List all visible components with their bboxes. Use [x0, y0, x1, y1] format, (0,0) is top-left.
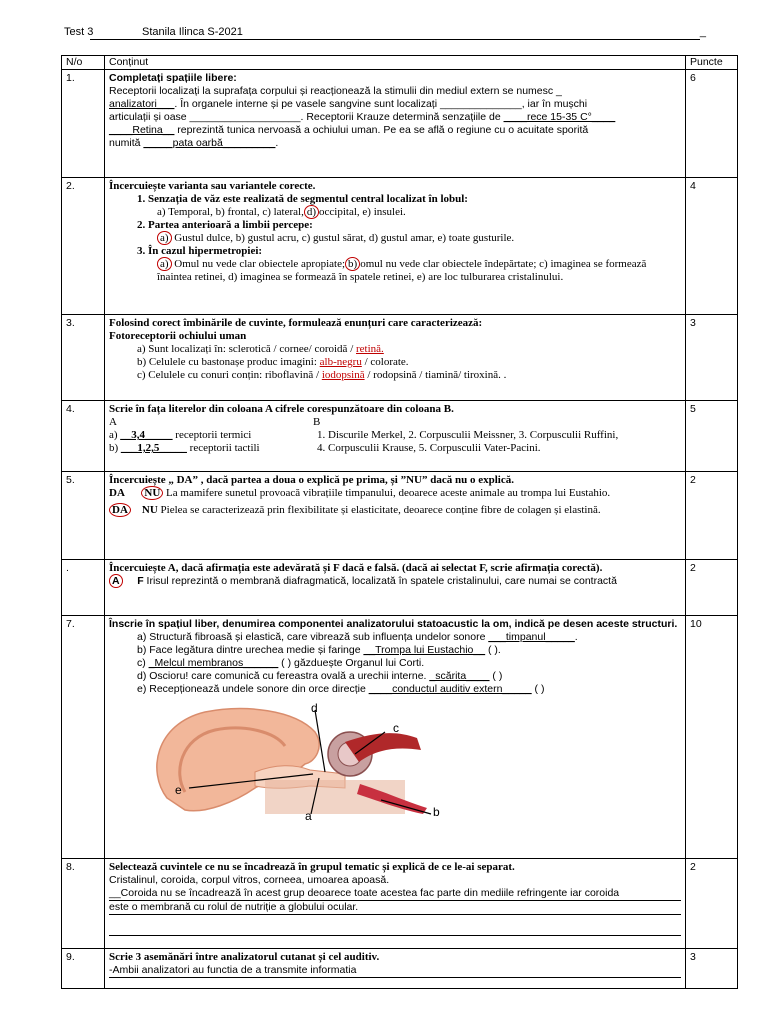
question-row-2: [62, 178, 738, 315]
question-points: 4: [686, 178, 738, 315]
option-text: omul nu vede clar obiectele îndepărtate; c) imaginea se formează înaintea retinei, d) imaginea se formează în spatele retinei, e) are loc tulburarea cristalinului.: [157, 258, 647, 283]
question-number: 4.: [62, 401, 105, 472]
table-header-row: [62, 56, 738, 70]
option-f: F: [137, 575, 144, 587]
question-points: 3: [686, 949, 738, 989]
column-b-label: B: [313, 416, 321, 428]
circled-answer: A: [109, 574, 123, 588]
question-number: 5.: [62, 472, 105, 560]
statement-text: Pielea se caracterizează prin flexibilitate și elasticitate, deoarece conține fibre de colagen și elastină.: [157, 504, 601, 516]
option-text: ( ) găzduește Organul lui Corti.: [278, 657, 425, 669]
answer-text: ___timpanul_____: [488, 631, 575, 643]
question-row-9: [62, 949, 738, 989]
option-text: occipital, e) insulei.: [319, 206, 406, 218]
col-header-points: Puncte: [686, 56, 738, 70]
question-content: [105, 949, 686, 989]
option-text: a) Temporal, b) frontal, c) lateral,: [157, 206, 304, 218]
question-number: .: [62, 560, 105, 616]
question-title: Scrie 3 asemănări între analizatorul cutanat și cel auditiv.: [109, 951, 380, 963]
sub-question: 3. În cazul hipermetropiei:: [137, 245, 263, 257]
question-title: Încercuiește A, dacă afirmația este adevărată și F dacă e falsă. (dacă ai selectat F, scrie afirmația corectă).: [109, 562, 603, 574]
option-text: Gustul dulce, b) gustul acru, c) gustul sărat, d) gustul amar, e) toate gusturile.: [171, 232, 515, 244]
option-text: ( ).: [485, 644, 501, 656]
option-text: receptorii tactili: [186, 442, 260, 454]
question-row-4: [62, 401, 738, 472]
question-text: Receptorii localizați la suprafața corpului și reacționează la stimulii din mediul extern se numesc _: [109, 85, 562, 97]
option-text: e) Recepționează undele sonore din orce direcție: [137, 683, 369, 695]
option-text: a) Structură fibroasă și elastică, care vibrează sub influența undelor sonore: [137, 631, 489, 643]
question-points: 6: [686, 70, 738, 178]
col-header-content: Conținut: [105, 56, 686, 70]
answer-text: _Melcul membranos______: [148, 657, 279, 669]
answer-text: __3,4_____: [120, 429, 173, 441]
question-points: 3: [686, 315, 738, 401]
circled-answer: a): [157, 257, 172, 271]
sub-question: 2. Partea anterioară a limbii percepe:: [137, 219, 313, 231]
statement-text: Irisul reprezintă o membrană diafragmatică, localizată în spatele cristalinului, care numai se contractă: [143, 575, 617, 587]
test-table: [61, 55, 738, 989]
answer-text: _____pata oarbă_________: [143, 137, 276, 149]
ear-diagram: [145, 702, 445, 820]
question-text: . În organele interne și pe vasele sangvine sunt localizați ______________, iar în mușchi: [174, 98, 588, 110]
question-number: 3.: [62, 315, 105, 401]
header-end-mark: _: [699, 26, 706, 38]
question-row-8: [62, 859, 738, 949]
answer-text: __Trompa lui Eustachio__: [363, 644, 486, 656]
question-title: Scrie în fața literelor din coloana A cifrele corespunzătoare din coloana B.: [109, 403, 454, 415]
question-number: 9.: [62, 949, 105, 989]
option-text: ( ): [531, 683, 545, 695]
question-title: Încercuiește „ DA” , dacă partea a doua o explică pe prima, și ”NU” dacă nu o explică.: [109, 474, 514, 486]
question-content: [105, 560, 686, 616]
question-title: Selectează cuvintele ce nu se încadrează în grupul tematic și explică de ce le-ai separat.: [109, 861, 515, 873]
question-title: Folosind corect îmbinările de cuvinte, formulează enunțuri care caracterizează:: [109, 317, 483, 329]
option-text: b): [109, 442, 121, 454]
question-content: [105, 472, 686, 560]
word-list: Cristalinul, coroida, corpul vitros, corneea, umoarea apoasă.: [109, 874, 390, 886]
circled-answer: NU: [141, 486, 163, 500]
question-number: 7.: [62, 616, 105, 859]
question-row-7: [62, 616, 738, 859]
question-row-3: [62, 315, 738, 401]
diagram-label-b: b: [433, 805, 440, 819]
option-text: c) Celulele cu conuri conțin: riboflavină /: [137, 369, 322, 381]
column-b-text: 1. Discurile Merkel, 2. Corpusculii Meissner, 3. Corpusculii Ruffini,: [317, 429, 619, 441]
question-points: 2: [686, 560, 738, 616]
diagram-label-c: c: [393, 721, 399, 735]
option-text: / colorate.: [361, 356, 409, 368]
question-content: [105, 315, 686, 401]
answer-text: analizatori___: [109, 98, 175, 110]
question-points: 2: [686, 859, 738, 949]
option-text: c): [137, 657, 149, 669]
option-da: DA: [109, 487, 125, 499]
question-title: Completați spațiile libere:: [109, 72, 237, 84]
option-text: .: [574, 631, 578, 643]
answer-text: ____conductul auditiv extern_____: [368, 683, 532, 695]
page-header: [64, 24, 706, 42]
answer-text: _scărita____: [429, 670, 490, 682]
question-number: 2.: [62, 178, 105, 315]
question-content: [105, 70, 686, 178]
option-text: b) Face legătura dintre urechea medie și faringe: [137, 644, 364, 656]
statement-text: La mamifere sunetul provoacă vibrațiile timpanului, deoarece aceste animale au trompa lui Eustahio.: [163, 487, 611, 499]
option-text: ( ): [489, 670, 503, 682]
answer-blank-line: [109, 923, 681, 936]
answer-text: -Ambii analizatori au functia de a transmite informatia: [109, 964, 681, 978]
option-text: b) Celulele cu bastonașe produc imagini:: [137, 356, 320, 368]
question-content: [105, 178, 686, 315]
question-content: [105, 616, 686, 859]
question-text: articulații și oase ___________________. Receptorii Krauze determină senzațiile de: [109, 111, 504, 123]
option-text: / rodopsină / tiamină/ tiroxină. .: [364, 369, 507, 381]
question-text: reprezintă tunica nervoasă a ochiului uman. Pe ea se află o regiune cu o acuitate sporită: [174, 124, 589, 136]
question-points: 2: [686, 472, 738, 560]
question-content: [105, 401, 686, 472]
question-number: 1.: [62, 70, 105, 178]
question-number: 8.: [62, 859, 105, 949]
answer-text: ___1,2,5_____: [120, 442, 187, 454]
column-a-label: A: [109, 416, 117, 428]
option-text: Omul nu vede clar obiectele apropiate;: [171, 258, 346, 270]
question-title: Încercuiește varianta sau variantele corecte.: [109, 180, 316, 192]
question-points: 5: [686, 401, 738, 472]
question-row-1: [62, 70, 738, 178]
column-b-text: 4. Corpusculii Krause, 5. Corpusculii Vater-Pacini.: [317, 442, 541, 454]
question-text: numită: [109, 137, 144, 149]
diagram-label-d: d: [311, 702, 318, 715]
test-label: Test 3: [64, 26, 94, 38]
answer-text: ____rece 15-35 C°____: [503, 111, 616, 123]
answer-text: retină.: [356, 343, 384, 355]
option-text: a): [109, 429, 121, 441]
option-text: d) Oscioru! care comunică cu fereastra ovală a urechii interne.: [137, 670, 430, 682]
answer-text: __Coroida nu se încadrează în acest grup deoarece toate acestea fac parte din mediile refringente iar coroida: [109, 887, 681, 901]
circled-answer: d): [304, 205, 319, 219]
circled-answer: DA: [109, 503, 131, 517]
option-nu: NU: [141, 504, 158, 516]
question-points: 10: [686, 616, 738, 859]
circled-answer: b): [345, 257, 360, 271]
circled-answer: a): [157, 231, 172, 245]
question-content: [105, 859, 686, 949]
question-subtitle: Fotoreceptorii ochiului uman: [109, 330, 247, 342]
option-text: receptorii termici: [172, 429, 252, 441]
answer-text: este o membrană cu rolul de nutriție a globului ocular.: [109, 901, 681, 915]
question-text: .: [275, 137, 279, 149]
student-name: Stanila Ilinca S-2021: [142, 26, 243, 38]
question-row-6: [62, 560, 738, 616]
question-row-5: [62, 472, 738, 560]
answer-text: ____Retina__: [109, 124, 175, 136]
option-text: a) Sunt localizați în: sclerotică / cornee/ coroidă /: [137, 343, 356, 355]
header-underline: [90, 39, 700, 40]
col-header-no: N/o: [62, 56, 105, 70]
sub-question: 1. Senzația de văz este realizată de segmentul central localizat în lobul:: [137, 193, 468, 205]
diagram-label-a: a: [305, 809, 312, 820]
answer-text: alb-negru: [319, 356, 362, 368]
diagram-label-e: e: [175, 783, 182, 797]
answer-text: iodopsină: [321, 369, 365, 381]
question-title: Înscrie în spațiul liber, denumirea componentei analizatorului statoacustic la om, indică pe desen aceste structuri.: [109, 618, 678, 630]
